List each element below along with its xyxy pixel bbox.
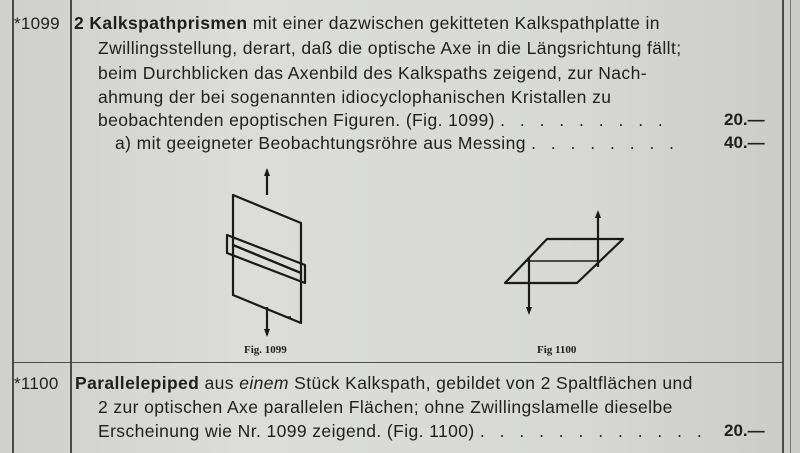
- entry-1099-title: 2 Kalkspathprismen: [74, 13, 248, 33]
- entry-1099-price: 20.—: [724, 110, 765, 129]
- entry-1099-line1: [74, 12, 660, 35]
- entry-1100-title: Parallelepiped: [75, 373, 200, 393]
- entry-1100-price: 20.—: [724, 421, 765, 440]
- fig-1100-caption: Fig 1100: [537, 344, 577, 356]
- entry-1099-line4: ahmung der bei sogenannten idiocyclophanischen Kristallen zu: [98, 87, 612, 107]
- entry-1099-sub-a-text: a) mit geeigneter Beobachtungsröhre aus Messing: [115, 133, 526, 153]
- row-divider: [12, 362, 784, 363]
- entry-1099-line5-text: beobachtenden epoptischen Figuren. (Fig. 1099): [98, 110, 495, 130]
- entry-1100-line1-a: aus: [199, 373, 240, 393]
- fig-1099-caption: Fig. 1099: [244, 344, 287, 356]
- table-right-border: [782, 0, 784, 453]
- upper-prism: [233, 195, 301, 273]
- entry-1099-sub-a: [115, 132, 679, 155]
- axis-arrowhead-down: [526, 307, 532, 315]
- entry-1100-line3-text: Erscheinung wie Nr. 1099 zeigend. (Fig. 1100): [98, 421, 475, 441]
- leader-dots: . . . . . . . . . . . .: [479, 421, 707, 441]
- axis-arrowhead-up: [595, 210, 601, 218]
- entry-number-1099: *1099: [14, 14, 60, 33]
- table-number-column-border: [70, 0, 72, 453]
- fig-1100-drawing: [495, 205, 635, 320]
- entry-1099-line2: Zwillingsstellung, derart, daß die optische Axe in die Längsrichtung fällt;: [98, 38, 682, 58]
- entry-number-1100: *1100: [14, 374, 59, 393]
- entry-1100-line2: 2 zur optischen Axe parallelen Flächen; ohne Zwillingslamelle dieselbe: [98, 397, 673, 417]
- entry-1099-sub-a-price: 40.—: [724, 133, 765, 152]
- entry-1099-line5: [98, 109, 668, 132]
- leader-dots: . . . . . . . . .: [500, 110, 668, 130]
- axis-arrowhead-bottom: [264, 329, 270, 337]
- fig-1099-drawing: [215, 165, 325, 340]
- leader-dots: . . . . . . . .: [531, 133, 680, 153]
- entry-1100-line1-b: Stück Kalkspath, gebildet von 2 Spaltflächen und: [288, 373, 693, 393]
- entry-1100-italic-word: einem: [239, 373, 289, 393]
- table-outer-edge: [790, 0, 791, 453]
- entry-1100-line3: [98, 420, 707, 443]
- entry-1100-line1: [75, 372, 693, 395]
- axis-arrowhead-top: [264, 168, 270, 176]
- entry-1099-line3: beim Durchblicken das Axenbild des Kalkspaths zeigend, zur Nach-: [98, 63, 647, 83]
- entry-1099-line1-rest: mit einer dazwischen gekitteten Kalkspathplatte in: [247, 13, 660, 33]
